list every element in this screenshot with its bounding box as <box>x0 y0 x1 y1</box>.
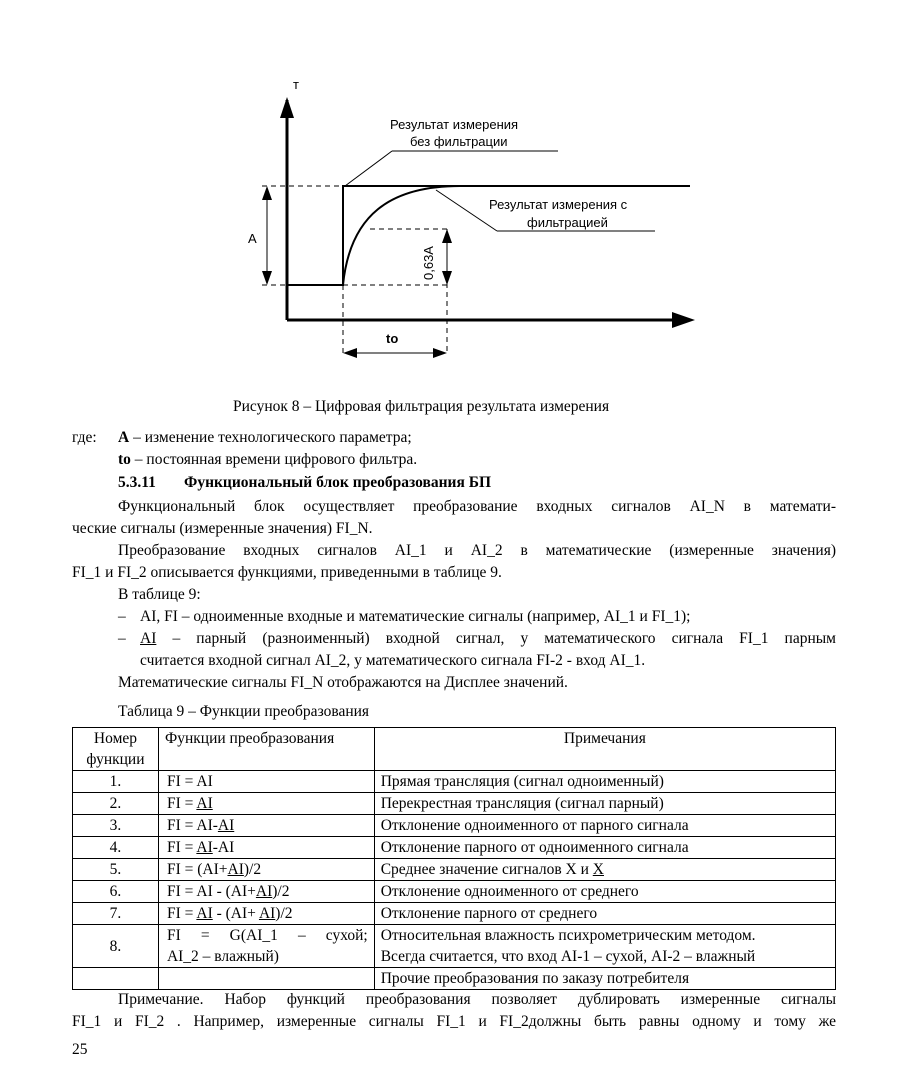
legend-a-term: A <box>118 429 130 446</box>
legend-a <box>118 427 412 449</box>
fn-part: FI = <box>166 795 197 812</box>
section-number: 5.3.11 <box>118 474 156 491</box>
figure-caption: Рисунок 8 – Цифровая фильтрация результата измерения <box>233 398 610 415</box>
legend-where: где: <box>72 429 97 446</box>
fn-paired: AI <box>258 905 276 922</box>
fn-part: FI = <box>166 905 197 922</box>
row-note: Прочие преобразования по заказу потребителя <box>374 968 835 990</box>
label-no-filter-2: без фильтрации <box>410 134 508 149</box>
row-number: 5. <box>73 859 159 881</box>
fn-paired: AI <box>196 905 213 922</box>
table-title: Таблица 9 – Функции преобразования <box>118 703 370 720</box>
header-functions: Функции преобразования <box>158 728 374 771</box>
fn-part: FI = (AI+ <box>166 861 228 878</box>
fn-line-1: FI = G(AI_1 – сухой; <box>166 927 368 944</box>
legend-to-term: to <box>118 451 131 468</box>
label-no-filter-1: Результат измерения <box>390 117 519 132</box>
row-note: Перекрестная трансляция (сигнал парный) <box>374 793 835 815</box>
bullet-1: AI, FI – одноименные входные и математические сигналы (например, AI_1 и FI_1); <box>140 608 691 625</box>
row-function <box>158 837 374 859</box>
note-part: Среднее значение сигналов X и <box>380 861 593 878</box>
row-number: 8. <box>73 925 159 968</box>
legend-to <box>118 449 417 471</box>
row-function <box>158 815 374 837</box>
label-to: to <box>386 331 399 346</box>
fn-part: )/2 <box>275 905 293 922</box>
row-function: FI = AI <box>158 771 374 793</box>
legend-to-text: – постоянная времени цифрового фильтра. <box>130 451 418 468</box>
table-row <box>73 881 836 903</box>
label-A: A <box>248 231 257 246</box>
row-note: Отклонение одноименного от парного сигнала <box>374 815 835 837</box>
fn-paired: AI <box>196 795 213 812</box>
header-notes: Примечания <box>374 728 835 771</box>
row-note: Отклонение парного от одноименного сигнала <box>374 837 835 859</box>
filter-diagram <box>0 0 900 400</box>
header-number <box>73 728 159 771</box>
row-number: 6. <box>73 881 159 903</box>
label-063A: 0,63A <box>421 246 436 280</box>
table-row <box>73 815 836 837</box>
paragraph-2-line-2: FI_1 и FI_2 описывается функциями, приведенными в таблице 9. <box>72 564 502 581</box>
fn-part: -AI <box>212 839 235 856</box>
row-number: 3. <box>73 815 159 837</box>
leader-nofilter <box>345 151 392 186</box>
row-function <box>158 859 374 881</box>
functions-table <box>72 727 836 990</box>
page-number: 25 <box>72 1041 88 1058</box>
row-function <box>158 968 374 990</box>
fn-paired: AI <box>217 817 235 834</box>
row-number: 4. <box>73 837 159 859</box>
y-axis-arrow <box>280 97 294 118</box>
paragraph-2-line-1: Преобразование входных сигналов AI_1 и AI_2 в математические (измеренные значения) <box>118 542 836 559</box>
note-line-2: FI_1 и FI_2 . Например, измеренные сигналы FI_1 и FI_2должны быть равны одному и тому же <box>72 1013 836 1030</box>
row-note: Прямая трансляция (сигнал одноименный) <box>374 771 835 793</box>
row-function <box>158 925 374 968</box>
label-filter-1: Результат измерения с <box>489 197 628 212</box>
note-line-2: Всегда считается, что вход AI-1 – сухой, AI-2 – влажный <box>380 948 756 965</box>
fn-part: )/2 <box>272 883 290 900</box>
row-note <box>374 859 835 881</box>
fn-part: - (AI+ <box>212 905 259 922</box>
table-row <box>73 903 836 925</box>
filtered-curve <box>343 186 460 285</box>
note-line-1: Относительная влажность психрометрическим методом. <box>380 927 756 944</box>
row-note <box>374 925 835 968</box>
bullet-1-dash: – <box>118 608 126 625</box>
bullet-2-ai: AI <box>140 630 157 647</box>
row-number: 2. <box>73 793 159 815</box>
row-function <box>158 793 374 815</box>
row-note: Отклонение парного от среднего <box>374 903 835 925</box>
header-number-line-2: функции <box>86 751 145 768</box>
paragraph-4: Математические сигналы FI_N отображаются на Дисплее значений. <box>118 674 568 691</box>
table-row <box>73 925 836 968</box>
table-row <box>73 771 836 793</box>
table-row <box>73 837 836 859</box>
legend-a-text: – изменение технологического параметра; <box>129 429 412 446</box>
row-number: 1. <box>73 771 159 793</box>
table-row <box>73 793 836 815</box>
bullet-2-line-2: считается входной сигнал AI_2, у математического сигнала FI-2 - вход AI_1. <box>140 652 646 669</box>
leader-filter <box>436 190 497 231</box>
table-header <box>73 728 836 771</box>
fn-part: FI = <box>166 839 197 856</box>
bullet-2-text: – парный (разноименный) входной сигнал, у математического сигнала FI_1 парным <box>156 630 836 647</box>
row-function <box>158 903 374 925</box>
row-number <box>73 968 159 990</box>
fn-paired: AI <box>227 861 244 878</box>
table-row <box>73 859 836 881</box>
table-row <box>73 968 836 990</box>
row-function <box>158 881 374 903</box>
fn-part: )/2 <box>243 861 262 878</box>
header-number-line-1: Номер <box>93 730 138 747</box>
paragraph-1-line-1: Функциональный блок осуществляет преобразование входных сигналов AI_N в математи- <box>118 498 836 515</box>
x-axis-arrow <box>672 312 695 328</box>
label-filter-2: фильтрацией <box>527 215 608 230</box>
note-line-1: Примечание. Набор функций преобразования позволяет дублировать измеренные сигналы <box>118 991 836 1008</box>
fn-paired: AI <box>255 883 273 900</box>
bullet-2-dash: – <box>118 630 126 647</box>
row-number: 7. <box>73 903 159 925</box>
note-paired: X <box>592 861 604 878</box>
fn-line-2: AI_2 – влажный) <box>166 948 279 965</box>
fn-part: FI = AI- <box>166 817 218 834</box>
bullet-2-line-1 <box>140 628 836 650</box>
row-note: Отклонение одноименного от среднего <box>374 881 835 903</box>
fn-paired: AI <box>196 839 213 856</box>
paragraph-1-line-2: ческие сигналы (измеренные значения) FI_N. <box>72 520 373 537</box>
section-title: Функциональный блок преобразования БП <box>184 474 492 491</box>
fn-part: FI = AI - (AI+ <box>166 883 256 900</box>
paragraph-3: В таблице 9: <box>118 586 201 603</box>
y-axis-label: т <box>293 77 299 92</box>
